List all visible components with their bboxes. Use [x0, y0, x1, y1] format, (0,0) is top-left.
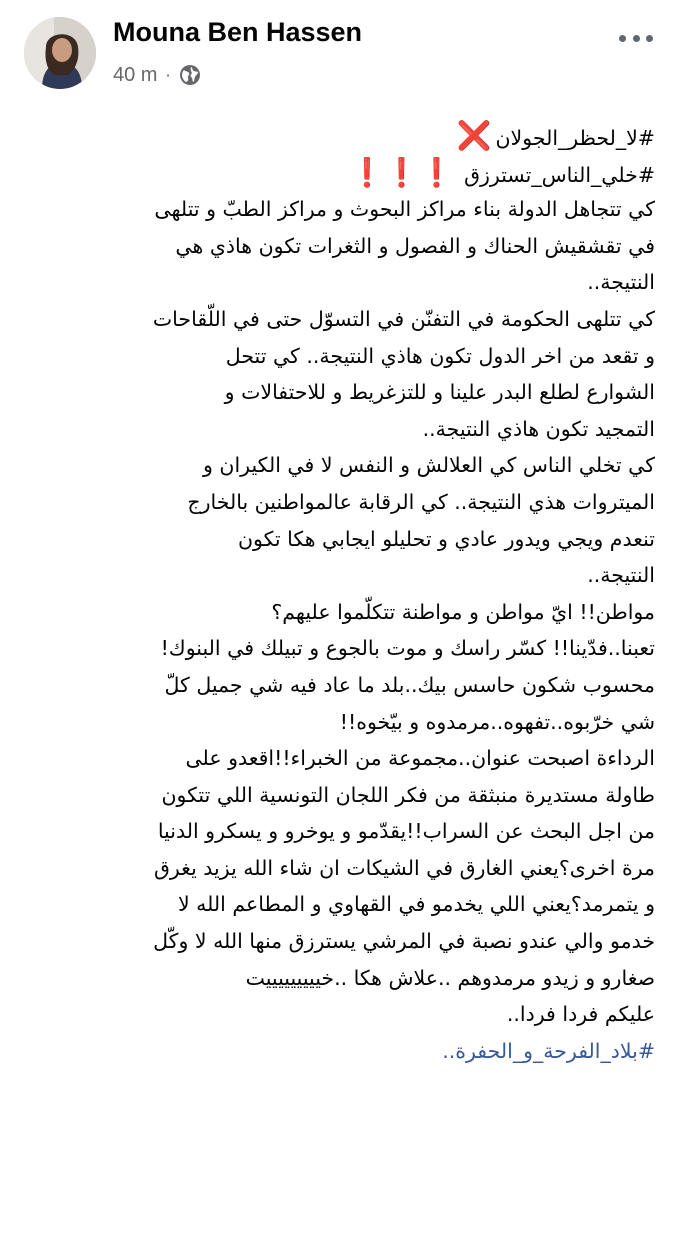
post-text-line: و تقعد من اخر الدول تكون هاذي النتيجة.. كي تتحل [225, 343, 655, 368]
author-name[interactable]: Mouna Ben Hassen [113, 17, 363, 47]
post-text-line: كي تخلي الناس كي العلالش و النفس لا في الكيران و [202, 453, 655, 478]
post-text-line: عليكم فردا فردا.. [506, 1002, 655, 1027]
post-timestamp[interactable]: 40 m [113, 63, 158, 86]
post-text-line: الشوارع لطلع البدر علينا و للتزغريط و للاحتفالات و [224, 380, 655, 405]
post-text-line: مواطن!! ايّ مواطن و مواطنة تتكلّموا عليهم؟ [271, 599, 655, 624]
post-text-line: شي خرّبوه..تفهوه..مرمدوه و بيّخوه!! [339, 709, 655, 734]
hashtag-country-of-joy-and-pit[interactable]: #بلاد_الفرحة_و_الحفرة.. [442, 1038, 655, 1063]
more-horizontal-icon-dot [646, 35, 653, 42]
hashtag-line-3 [20, 1033, 655, 1070]
post-text-line: تنعدم ويجي ويدور عادي و تحليلو ايجابي هكا تكون [237, 526, 655, 551]
post-text-line: الرداءة اصبحت عنوان..مجموعة من الخبراء!!اقعدو على [185, 746, 655, 771]
meta-separator: · [165, 65, 171, 85]
post-text-line: التمجيد تكون هاذي النتيجة.. [422, 416, 655, 441]
post-text-line: صغارو و زيدو مرمدوهم ..علاش هكا ..خيييييييييت [245, 965, 655, 990]
post-text-line: طاولة مستديرة منبثقة من فكر اللجان التونسية اللي تتكون [161, 782, 655, 807]
avatar[interactable] [24, 17, 96, 89]
more-horizontal-icon-dot [633, 35, 640, 42]
cross-mark-icon: ❌ [456, 119, 492, 152]
post-text-line: مرة اخرى؟يعني الغارق في الشيكات ان شاء الله يزيد يغرق [153, 855, 655, 880]
post-body [20, 118, 655, 1069]
more-horizontal-icon [619, 35, 626, 42]
post-text-line: في تقشقيش الحناك و الفصول و الثغرات تكون هاذي هي [175, 233, 655, 258]
post-text-line: محسوب شكون حاسس بيك..بلد ما عاد فيه شي جميل كلّ [164, 672, 655, 697]
post-text-line: كي تتجاهل الدولة بناء مراكز البحوث و مراكز الطبّ و تتلهى [154, 197, 655, 222]
post-text-line: من اجل البحث عن السراب!!يقدّمو و يوخرو و يسكرو الدنيا [157, 819, 655, 844]
post-text-line: النتيجة.. [587, 563, 655, 588]
post-text-line: تعبنا..فدّينا!! كسّر راسك و موت بالجوع و تبيلك في البنوك! [160, 636, 655, 661]
post-text-line: كي تتلهى الحكومة في التفنّن في التسوّل حتى في اللّقاحات [152, 306, 655, 331]
avatar-photo [24, 17, 96, 89]
post-text-line: خدمو والي عندو نصبة في المرشي يسترزق منها الله لا وكّل [153, 929, 655, 954]
post-text-line: النتيجة.. [587, 270, 655, 295]
post-text-line: الميتروات هذي النتيجة.. كي الرقابة عالمواطنين بالخارج [187, 489, 655, 514]
more-options-button[interactable] [619, 28, 653, 48]
post-text-line: و يتمرمد؟يعني اللي يخدمو في القهاوي و المطاعم الله لا [177, 892, 655, 917]
globe-icon[interactable] [179, 64, 201, 86]
post-meta [113, 60, 201, 90]
post-header [0, 0, 675, 100]
hashtag-line-2 [20, 155, 655, 192]
hashtag-line-1 [20, 118, 655, 155]
hashtag-let-people-earn[interactable]: #خلي_الناس_تسترزق [464, 162, 655, 187]
exclamation-icon: ❗❗❗ [349, 155, 455, 189]
hashtag-no-curfew[interactable]: #لا_لحظر_الجولان [495, 126, 655, 150]
